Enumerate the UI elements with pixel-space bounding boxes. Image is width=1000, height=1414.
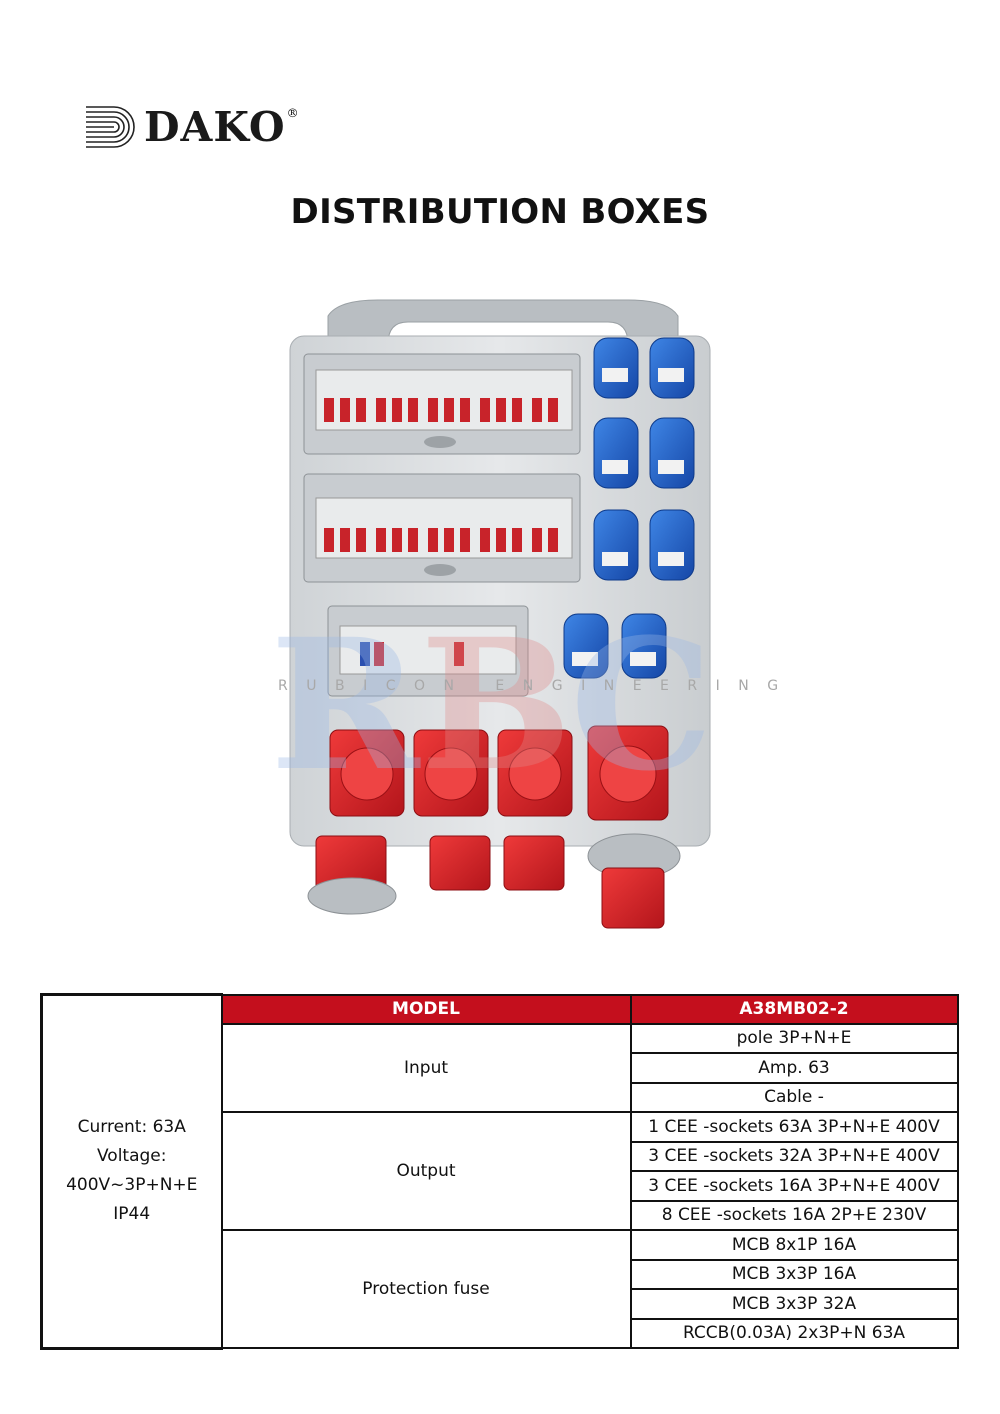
table-cell: MCB 3x3P 16A <box>631 1260 958 1290</box>
spec-table <box>40 993 959 1350</box>
summary-ip: IP44 <box>113 1204 151 1225</box>
dako-logo-mark-icon <box>84 104 140 150</box>
page-title: DISTRIBUTION BOXES <box>290 192 710 232</box>
table-cell: 1 CEE -sockets 63A 3P+N+E 400V <box>631 1112 958 1142</box>
group-label-input: Input <box>222 1024 631 1113</box>
summary-voltage: Voltage: <box>97 1146 167 1167</box>
svg-text:R: R <box>270 600 420 790</box>
distribution-box-image <box>268 296 797 946</box>
table-cell: MCB 3x3P 32A <box>631 1289 958 1319</box>
table-cell: pole 3P+N+E <box>631 1024 958 1054</box>
table-cell: Cable - <box>631 1083 958 1113</box>
svg-text:C: C <box>570 600 714 790</box>
table-cell: MCB 8x1P 16A <box>631 1230 958 1260</box>
table-cell: RCCB(0.03A) 2x3P+N 63A <box>631 1319 958 1349</box>
group-label-output: Output <box>222 1112 631 1230</box>
table-cell: 3 CEE -sockets 16A 3P+N+E 400V <box>631 1171 958 1201</box>
table-cell: Amp. 63 <box>631 1053 958 1083</box>
header-model-code: A38MB02-2 <box>631 995 958 1024</box>
table-cell: 3 CEE -sockets 32A 3P+N+E 400V <box>631 1142 958 1172</box>
svg-text:B: B <box>420 600 573 790</box>
dako-logo <box>84 104 299 150</box>
brand-name: DAKO <box>144 102 286 151</box>
summary-voltage-value: 400V~3P+N+E <box>66 1175 198 1196</box>
summary-current: Current: 63A <box>77 1117 186 1138</box>
header-model: MODEL <box>222 995 631 1024</box>
table-cell: 8 CEE -sockets 16A 2P+E 230V <box>631 1201 958 1231</box>
group-label-protection: Protection fuse <box>222 1230 631 1348</box>
registered-mark: ® <box>286 106 299 120</box>
summary-cell <box>42 995 222 1349</box>
watermark-text: RUBICON ENGINEERING <box>278 678 797 694</box>
